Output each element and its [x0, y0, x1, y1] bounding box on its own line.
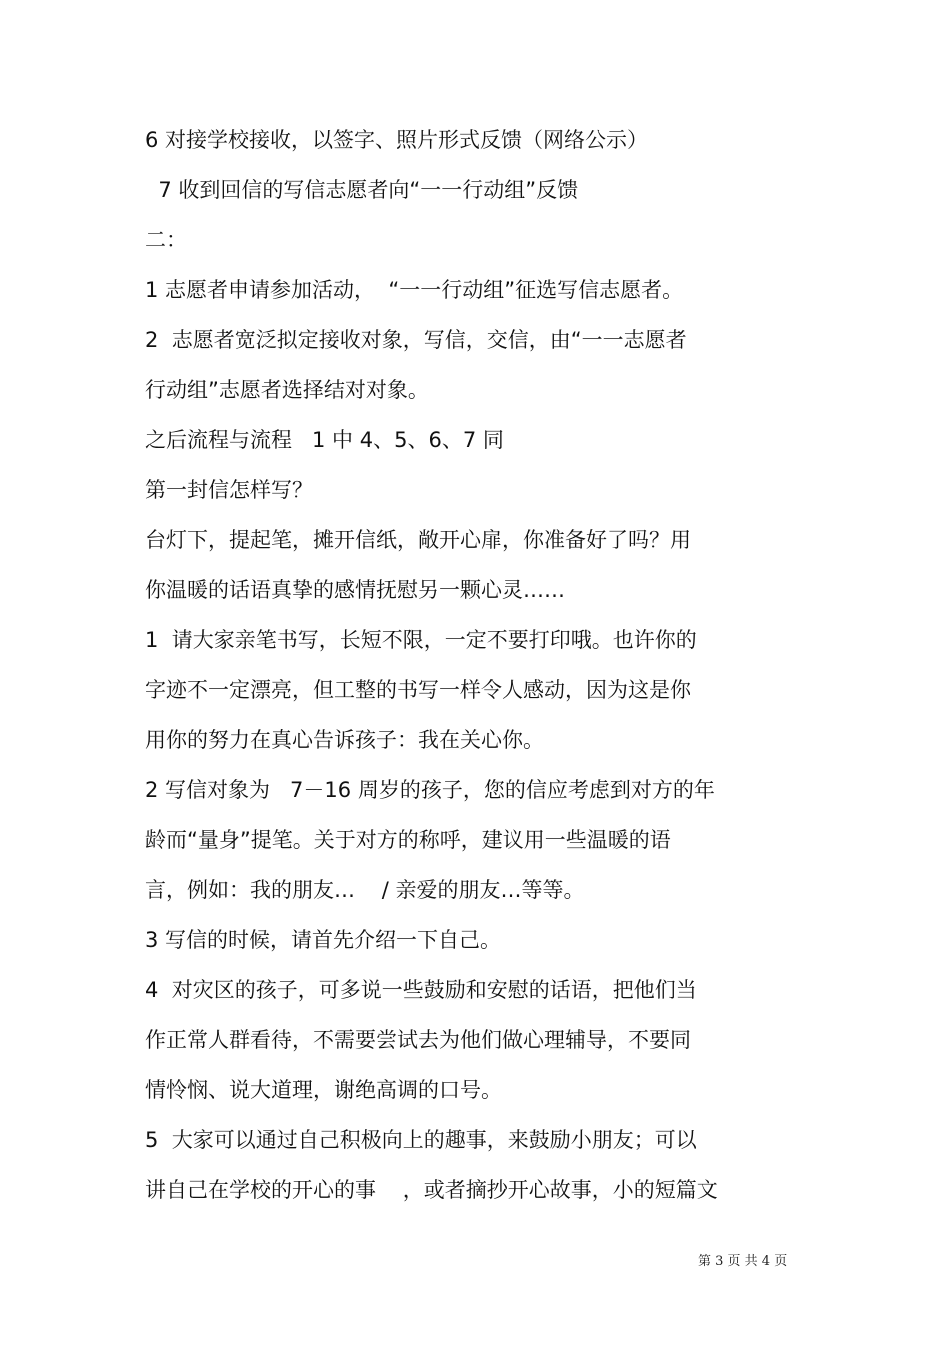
text-line: 龄而“量身”提笔。关于对方的称呼，建议用一些温暖的语 [145, 828, 671, 852]
text-line: 之后流程与流程 1 中 4、5、6、7 同 [145, 428, 504, 452]
text-line: 用你的努力在真心告诉孩子：我在关心你。 [145, 728, 544, 752]
text-line: 7 收到回信的写信志愿者向“一一行动组”反馈 [145, 178, 579, 202]
text-line: 2 写信对象为 7－16 周岁的孩子，您的信应考虑到对方的年 [145, 778, 715, 802]
text-line: 字迹不一定漂亮，但工整的书写一样令人感动，因为这是你 [145, 678, 691, 702]
page-number: 第 3 页 共 4 页 [698, 1254, 788, 1269]
text-line: 言，例如：我的朋友… / 亲爱的朋友…等等。 [145, 878, 585, 902]
text-line: 2 志愿者宽泛拟定接收对象，写信，交信，由“一一志愿者 [145, 328, 687, 352]
text-line: 5 大家可以通过自己积极向上的趣事，来鼓励小朋友；可以 [145, 1128, 697, 1152]
section-heading: 二： [145, 228, 187, 252]
text-line: 6 对接学校接收，以签字、照片形式反馈（网络公示） [145, 128, 649, 152]
text-line: 情怜悯、说大道理，谢绝高调的口号。 [145, 1078, 502, 1102]
text-line: 3 写信的时候，请首先介绍一下自己。 [145, 928, 502, 952]
text-line: 1 请大家亲笔书写，长短不限，一定不要打印哦。也许你的 [145, 628, 697, 652]
text-line: 讲自己在学校的开心的事 ，或者摘抄开心故事，小的短篇文 [145, 1178, 718, 1202]
text-line: 作正常人群看待，不需要尝试去为他们做心理辅导，不要同 [145, 1028, 691, 1052]
text-line: 行动组”志愿者选择结对对象。 [145, 378, 429, 402]
text-line: 台灯下，提起笔，摊开信纸，敞开心扉，你准备好了吗？用 [145, 528, 691, 552]
text-line: 1 志愿者申请参加活动， “一一行动组”征选写信志愿者。 [145, 278, 684, 302]
text-line: 4 对灾区的孩子，可多说一些鼓励和安慰的话语，把他们当 [145, 978, 697, 1002]
text-line: 你温暖的话语真挚的感情抚慰另一颗心灵…… [145, 578, 565, 602]
section-heading: 第一封信怎样写？ [145, 478, 313, 502]
